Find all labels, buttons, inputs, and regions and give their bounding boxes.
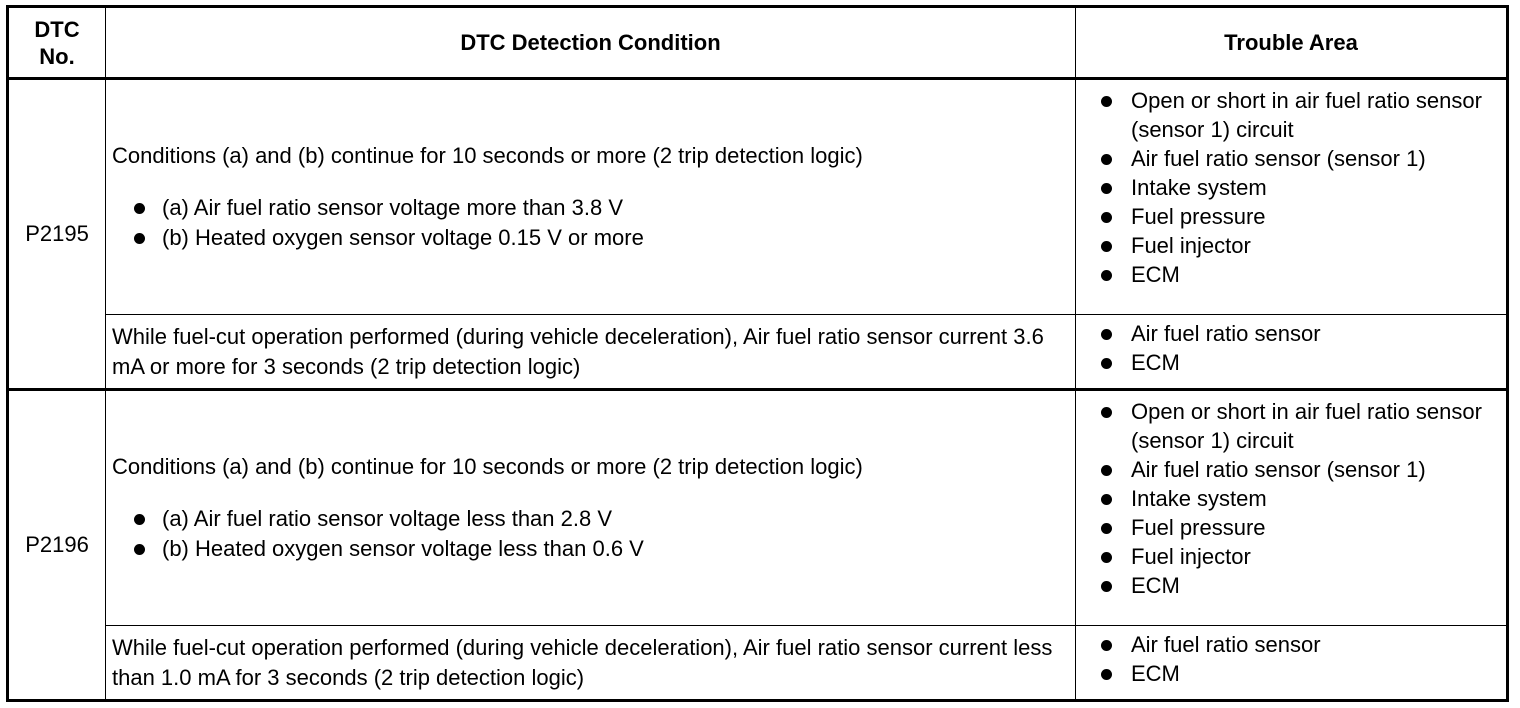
- trouble-area-item: ECM: [1098, 571, 1502, 600]
- detection-condition-cell: [106, 390, 1076, 626]
- trouble-area-item: Air fuel ratio sensor: [1098, 319, 1502, 348]
- header-trouble-area: Trouble Area: [1076, 7, 1508, 79]
- condition-list: [112, 193, 1069, 253]
- dtc-table: [6, 5, 1509, 702]
- table-row: [8, 79, 1508, 315]
- trouble-area-item: Fuel pressure: [1098, 202, 1502, 231]
- table-row: [8, 315, 1508, 390]
- trouble-area-list: [1098, 319, 1502, 377]
- trouble-area-item: Fuel pressure: [1098, 513, 1502, 542]
- trouble-area-cell: [1076, 79, 1508, 315]
- trouble-area-cell: [1076, 390, 1508, 626]
- header-dtc-no: DTC No.: [8, 7, 106, 79]
- detection-condition-cell: [106, 315, 1076, 390]
- table-row: [8, 390, 1508, 626]
- condition-item: (a) Air fuel ratio sensor voltage more than 3.8 V: [131, 193, 1069, 223]
- condition-text: While fuel-cut operation performed (during vehicle deceleration), Air fuel ratio sensor current 3.6 mA or more for 3 seconds (2 trip detection logic): [112, 323, 1044, 379]
- condition-item: (a) Air fuel ratio sensor voltage less than 2.8 V: [131, 504, 1069, 534]
- trouble-area-item: ECM: [1098, 659, 1502, 688]
- trouble-area-list: [1098, 86, 1502, 289]
- trouble-area-item: Air fuel ratio sensor (sensor 1): [1098, 455, 1502, 484]
- trouble-area-list: [1098, 397, 1502, 600]
- dtc-code: P2195: [8, 79, 106, 390]
- trouble-area-cell: [1076, 626, 1508, 701]
- trouble-area-list: [1098, 630, 1502, 688]
- condition-text: While fuel-cut operation performed (during vehicle deceleration), Air fuel ratio sensor current less than 1.0 mA for 3 seconds (2 trip detection logic): [112, 634, 1053, 690]
- trouble-area-item: Open or short in air fuel ratio sensor (sensor 1) circuit: [1098, 397, 1502, 455]
- header-detection-condition: DTC Detection Condition: [106, 7, 1076, 79]
- dtc-code: P2196: [8, 390, 106, 701]
- trouble-area-item: Fuel injector: [1098, 542, 1502, 571]
- condition-intro: Conditions (a) and (b) continue for 10 seconds or more (2 trip detection logic): [112, 143, 863, 168]
- trouble-area-item: Open or short in air fuel ratio sensor (sensor 1) circuit: [1098, 86, 1502, 144]
- detection-condition-cell: [106, 626, 1076, 701]
- dtc-group-p2196: [8, 390, 1508, 701]
- header-row: [8, 7, 1508, 79]
- condition-item: (b) Heated oxygen sensor voltage less than 0.6 V: [131, 534, 1069, 564]
- trouble-area-item: ECM: [1098, 348, 1502, 377]
- trouble-area-item: Fuel injector: [1098, 231, 1502, 260]
- trouble-area-item: ECM: [1098, 260, 1502, 289]
- trouble-area-item: Intake system: [1098, 484, 1502, 513]
- trouble-area-cell: [1076, 315, 1508, 390]
- trouble-area-item: Intake system: [1098, 173, 1502, 202]
- detection-condition-cell: [106, 79, 1076, 315]
- condition-list: [112, 504, 1069, 564]
- trouble-area-item: Air fuel ratio sensor: [1098, 630, 1502, 659]
- condition-item: (b) Heated oxygen sensor voltage 0.15 V or more: [131, 223, 1069, 253]
- dtc-group-p2195: [8, 79, 1508, 390]
- table-row: [8, 626, 1508, 701]
- trouble-area-item: Air fuel ratio sensor (sensor 1): [1098, 144, 1502, 173]
- condition-intro: Conditions (a) and (b) continue for 10 seconds or more (2 trip detection logic): [112, 454, 863, 479]
